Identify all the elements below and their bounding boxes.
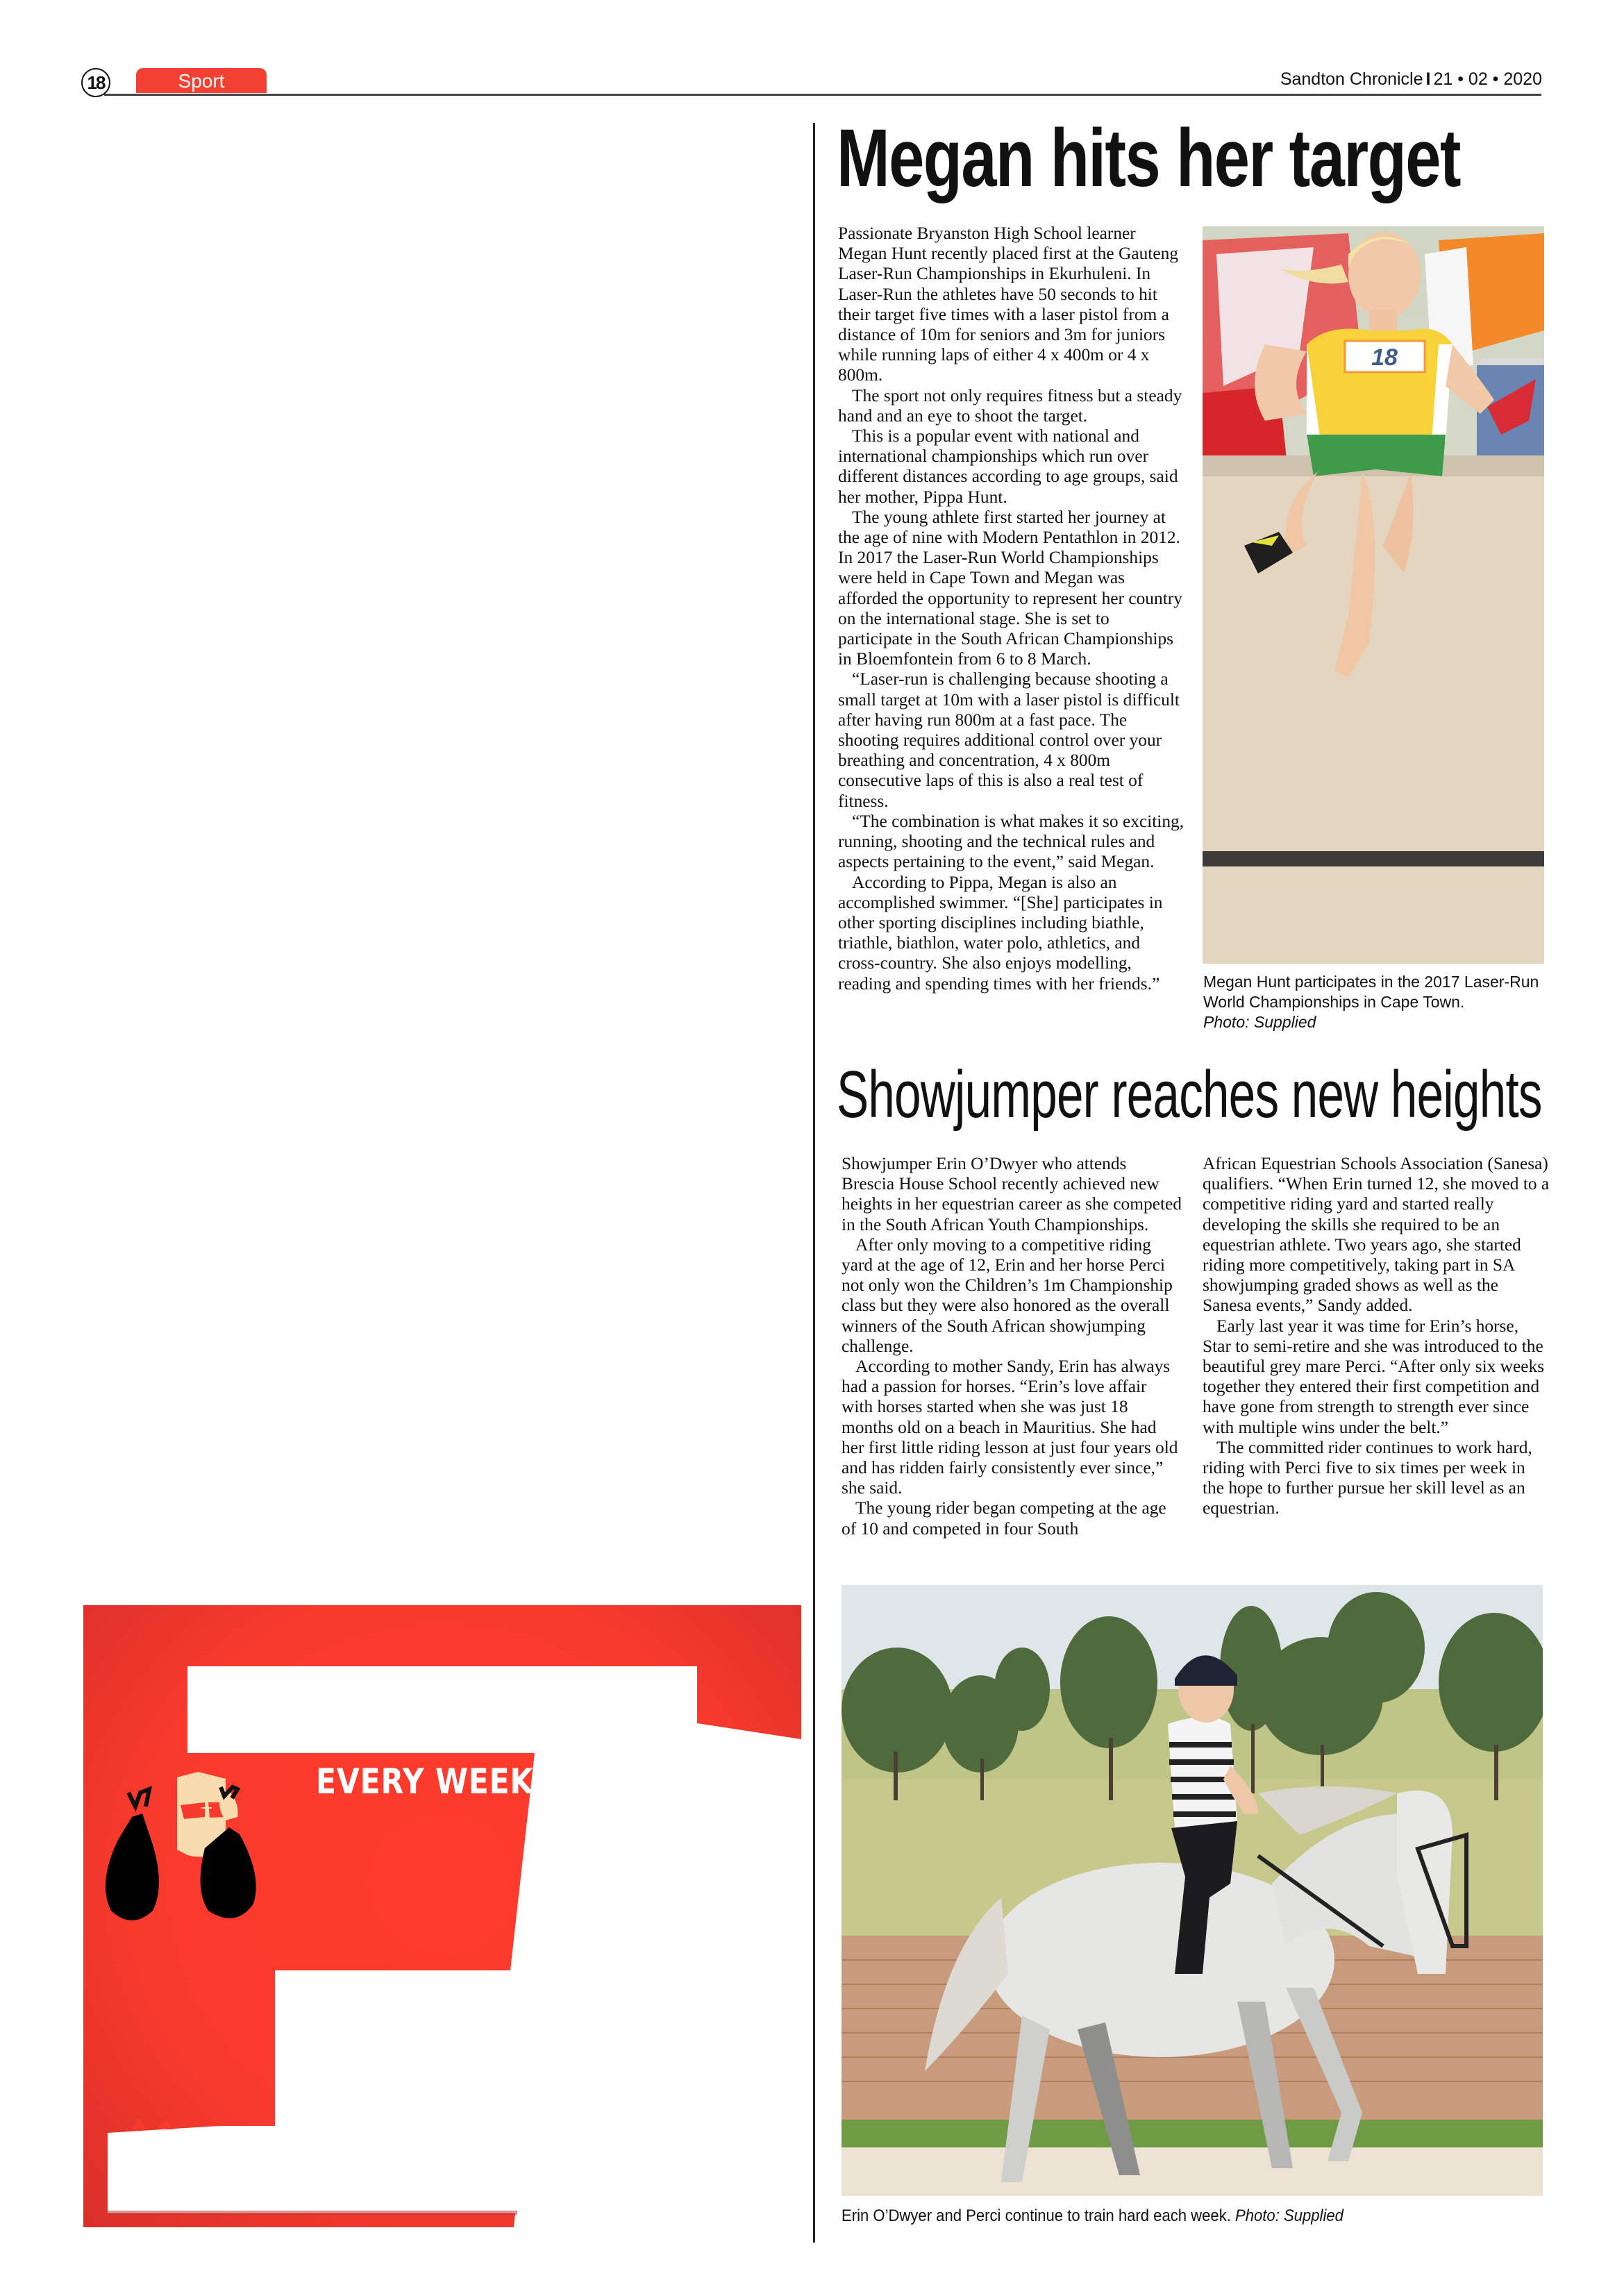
masthead-separator: I [1425, 69, 1431, 89]
story2-body-column-a [842, 1154, 1182, 1539]
publication-name: Sandton Chronicle [1280, 69, 1423, 89]
header-rule [104, 94, 1541, 96]
caption-text: Erin O’Dwyer and Perci continue to train hard each week. [842, 2206, 1231, 2225]
story2-body-column-b [1203, 1154, 1550, 1519]
masthead [1280, 69, 1542, 90]
story2-paragraph: According to mother Sandy, Erin has always had a passion for horses. “Erin’s love affair with horses started when she was just 18 months old on a beach in Mauritius. She had her first little riding lesson at just four years old and has ridden fairly consistently ever since,” she said. [842, 1357, 1178, 1498]
story2-paragraph: African Equestrian Schools Association (Sanesa) qualifiers. “When Erin turned 12, she moved to a competitive riding yard and started really developing the skills she required to be an equestrian athlete. Two years ago, she started riding more competitively, taking part in SA showjumping graded shows as well as the Sanesa events,” Sandy added. [1203, 1154, 1550, 1316]
publication-date: 21 • 02 • 2020 [1433, 69, 1542, 89]
headline-megan: Megan hits her target [837, 112, 1461, 204]
story1-body [838, 224, 1185, 994]
story1-paragraph: The young athlete first started her journey at the age of nine with Modern Pentathlon in 2012. In 2017 the Laser-Run World Championships were held in Cape Town and Megan was afforded the opportunity to represent her country on the international stage. She is set to participate in the South African Championships in Bloemfontein from 6 to 8 March. [838, 507, 1182, 669]
column-divider [813, 123, 815, 2243]
photo-caption-megan [1203, 972, 1550, 1032]
advert-every-week[interactable] [83, 1605, 801, 2227]
story2-paragraph: Showjumper Erin O’Dwyer who attends Brescia House School recently achieved new heights in her equestrian career as she competed in the South African Youth Championships. [842, 1154, 1182, 1234]
photo-erin-riding-perci [842, 1585, 1543, 2196]
advert-headline: EVERY WEEK [316, 1761, 534, 1802]
story2-paragraph: The young rider began competing at the age of 10 and competed in four South [842, 1498, 1166, 1539]
caption-text: Megan Hunt participates in the 2017 Laser-Run World Championships in Cape Town. [1203, 973, 1539, 1011]
story1-paragraph: According to Pippa, Megan is also an accomplished swimmer. “[She] participates in other sporting disciplines including biathle, triathle, biathlon, water polo, athletics, and cross-country. She also enjoys modelling, reading and spending times with her friends.” [838, 872, 1163, 994]
section-tab: Sport [136, 68, 267, 93]
headline-showjumper: Showjumper reaches new heights [837, 1057, 1542, 1132]
photo-credit: Photo: Supplied [1203, 1013, 1316, 1031]
story2-paragraph: After only moving to a competitive riding yard at the age of 12, Erin and her horse Perci not only won the Children’s 1m Championship class but they were also honored as the overall winners of the South African showjumping challenge. [842, 1234, 1173, 1356]
page-number-badge: 18 [81, 68, 110, 97]
photo-megan-running [1203, 226, 1544, 964]
photo-credit: Photo: Supplied [1235, 2206, 1343, 2225]
story1-paragraph: The sport not only requires fitness but a steady hand and an eye to shoot the target. [838, 385, 1182, 426]
story1-paragraph: This is a popular event with national and international championships which run over different distances according to age groups, said her mother, Pippa Hunt. [838, 426, 1178, 507]
story2-paragraph: Early last year it was time for Erin’s horse, Star to semi-retire and she was introduced to the beautiful grey mare Perci. “After only six weeks together they entered their first competition and have gone from strength to strength ever since with multiple wins under the belt.” [1203, 1316, 1545, 1437]
bib-number: 18 [1371, 344, 1398, 371]
photo-caption-erin [842, 2206, 1343, 2226]
story2-paragraph: The committed rider continues to work hard, riding with Perci five to six times per week in the hope to further pursue her skill level as an equestrian. [1203, 1437, 1532, 1518]
story1-paragraph: “The combination is what makes it so exciting, running, shooting and the technical rules and aspects pertaining to the event,” said Megan. [838, 811, 1184, 872]
story1-paragraph: Passionate Bryanston High School learner Megan Hunt recently placed first at the Gauteng Laser-Run Championships in Ekurhuleni. In Laser-Run the athletes have 50 seconds to hit their target five times with a laser pistol from a distance of 10m for seniors and 3m for juniors while running laps of either 4 x 400m or 4 x 800m. [838, 224, 1178, 385]
story1-paragraph: “Laser-run is challenging because shooting a small target at 10m with a laser pistol is difficult after having run 800m at a fast pace. The shooting requires additional control over your breathing and concentration, 4 x 800m consecutive laps of this is also a real test of fitness. [838, 669, 1180, 811]
